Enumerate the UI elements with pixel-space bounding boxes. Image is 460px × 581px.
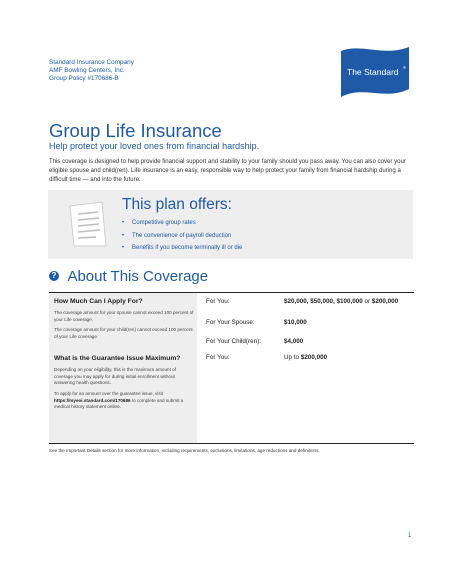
list-item: • The convenience of payroll deduction (122, 230, 242, 243)
spouse-limit-text: The coverage amount for your spouse cannot exceed 100 percent of your Life coverage. (54, 310, 194, 322)
row-value-children (284, 338, 303, 345)
coverage-header (49, 268, 208, 288)
page-subtitle: Help protect your loved ones from financial hardship. (49, 141, 260, 151)
how-much-heading: How Much Can I Apply For? (54, 298, 143, 305)
row-label-guarantee: For You: (206, 354, 230, 361)
child-limit-text: The coverage amount for your child(ren) cannot exceed 100 percent of your Life coverage. (54, 327, 193, 339)
row-label-you: For You: (206, 298, 230, 305)
amount-max: $200,000 (371, 298, 399, 305)
row-value-guarantee (284, 354, 327, 361)
or-text: or (364, 298, 371, 305)
coverage-table (49, 292, 414, 444)
coverage-title: About This Coverage (67, 268, 209, 285)
eoi-link[interactable]: https://myeoi.standard.com/170686 (54, 397, 131, 403)
logo-registered-mark: ® (403, 65, 406, 70)
guarantee-apply-text (54, 391, 196, 411)
company-header (49, 59, 134, 84)
page-number: 1 (408, 533, 412, 539)
the-standard-logo (337, 45, 413, 103)
row-value-you (284, 298, 398, 305)
up-to-text: Up to (284, 354, 300, 361)
important-details-note: See the Important Details section for more information, including requirements, exclusions, limitations, age reductions and definitions. (49, 448, 320, 453)
list-item: • Benefits if you become terminally ill or die (122, 242, 242, 255)
spouse-amount: $10,000 (284, 319, 307, 326)
apply-text-end: to complete and submit a medical history statement online. (54, 397, 184, 409)
children-amount: $4,000 (284, 338, 304, 345)
employer-name: AMF Bowling Centers, Inc. (49, 67, 125, 75)
logo-text: The Standard (347, 67, 399, 77)
row-label-children: For Your Child(ren): (206, 338, 261, 345)
page-title: Group Life Insurance (49, 120, 222, 141)
list-item: • Competitive group rates (122, 217, 242, 230)
intro-paragraph: This coverage is designed to help provide financial support and stability to your family should you pass away. You can also cover your eligible spouse and child(ren). Life insurance is an easy, responsible way to help protect your family from financial hardship during a difficult time — and into the future. (49, 159, 406, 184)
guarantee-amount: $200,000 (300, 354, 328, 361)
policy-number: Group Policy #170686-B (49, 75, 119, 83)
amount-options: $20,000, $50,000, $100,000 (284, 298, 363, 305)
question-icon: ? (49, 271, 59, 281)
coverage-explanation-panel (49, 293, 197, 443)
row-label-spouse: For Your Spouse: (206, 319, 255, 326)
guarantee-description: Depending on your eligibility, this is the maximum amount of coverage you may apply for during initial enrollment without answering health questions. (54, 367, 176, 385)
plan-offers-box (48, 190, 413, 259)
row-value-spouse (284, 319, 307, 326)
company-name: Standard Insurance Company (49, 59, 134, 66)
apply-text-start: To apply for an amount over the guarantee issue, visit (54, 391, 164, 396)
plan-offers-list (122, 217, 242, 255)
document-list-icon (66, 198, 126, 250)
guarantee-heading: What is the Guarantee Issue Maximum? (54, 355, 181, 362)
plan-offers-title: This plan offers: (122, 196, 232, 213)
